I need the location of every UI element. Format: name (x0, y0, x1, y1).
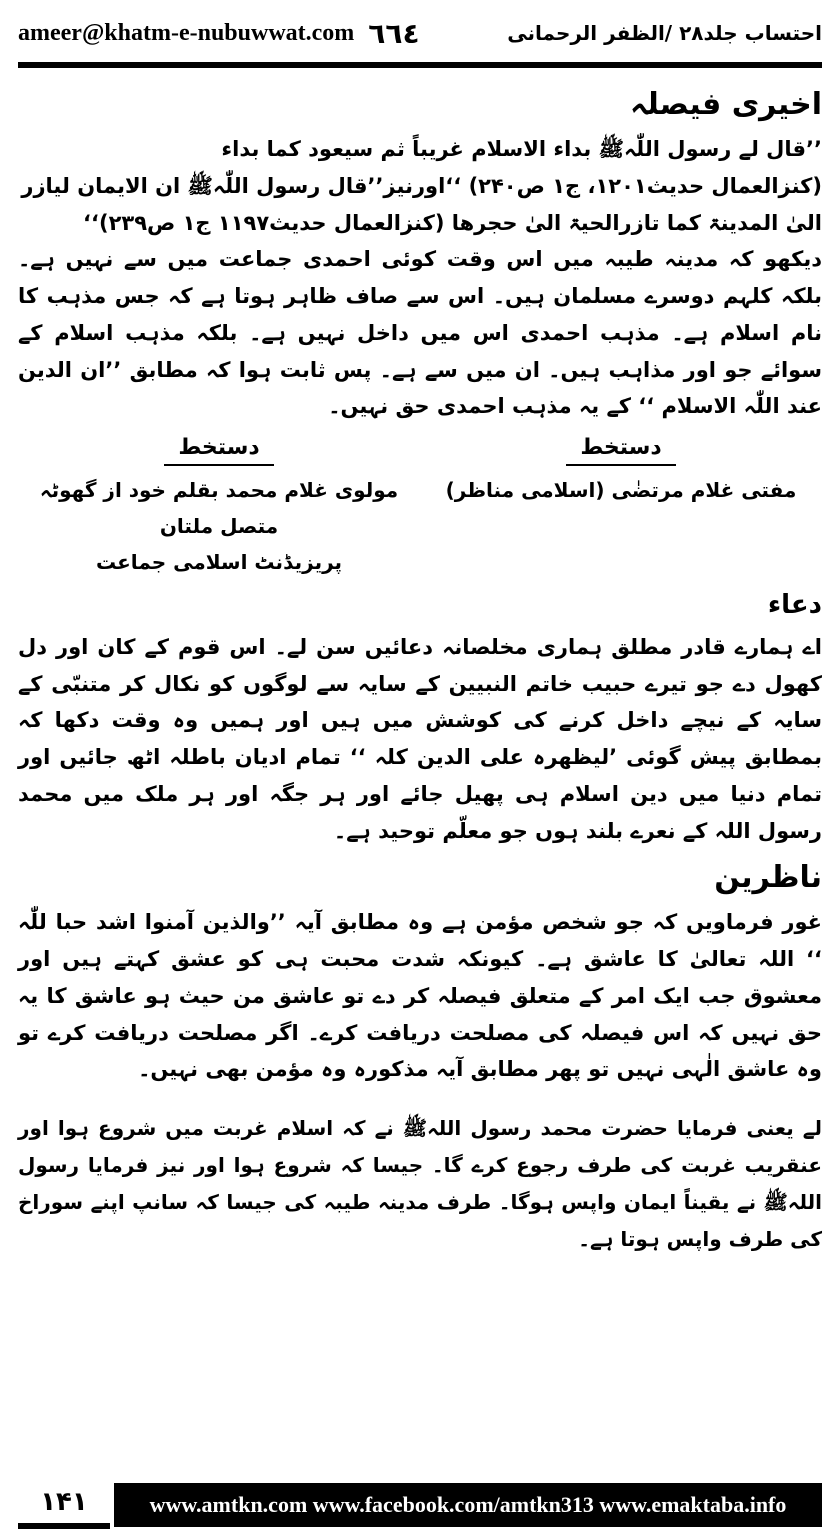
prayer-paragraph: اے ہمارے قادر مطلق ہماری مخلصانہ دعائیں سن لے۔ اس قوم کے کان اور دل کھول دے جو تیرے حبیب خاتم النبیین کے سایہ سے لوگوں کو نکال کر متنبّی کے سایہ کے نیچے داخل کرنے کی کوشش میں ہیں اور ہمیں وہ وقت دکھا کہ بمطابق پیش گوئی ’لیظھرہ علی الدین کلہ ‘‘ تمام ادیان باطلہ اٹھ جائیں اور تمام دنیا میں دین اسلام ہی پھیل جائے اور ہر جگہ اور ہر ملک میں محمد رسول اللہ کے نعرے بلند ہوں جو معلّم توحید ہے۔ (18, 634, 822, 843)
footer-links: www.amtkn.com www.facebook.com/amtkn313 www.emaktaba.info (149, 1492, 787, 1517)
page-content (18, 76, 822, 1460)
footer-page-number: ۱۴۱ (18, 1481, 110, 1529)
header-rule (18, 62, 822, 68)
hadith-quote-line: الیٰ المدینۃ کما تازرالحیۃ الیٰ حجرھا (کنزالعمال حدیث۱۱۹۷ ج۱ ص۲۳۹)‘‘ (83, 210, 822, 235)
section-heading-final-decision: اخیری فیصلہ (629, 87, 822, 122)
hadith-quote-line: (کنزالعمال حدیث۱۲۰۱، ج۱ ص۲۴۰) ‘‘اورنیز’’قال رسول اللّٰہﷺ ان الایمان لیازر (21, 173, 822, 198)
hadith-quote-line: ’’قال لے رسول اللّٰہﷺ بداء الاسلام غریباً ثم سیعود کما بداء (221, 137, 822, 161)
signature-label: دستخط (566, 433, 675, 466)
section-heading-readers: ناظرین (714, 860, 822, 896)
header-page-number: ٦٦٤ (368, 16, 420, 50)
final-decision-paragraph: دیکھو کہ مدینہ طیبہ میں اس وقت کوئی احمدی جماعت میں سے نہیں ہے۔ بلکہ کلہم دوسرے مسلمان ہیں۔ اس سے صاف ظاہر ہوتا ہے کہ جس مذہب کا نام اسلام ہے۔ مذہب احمدی اس میں داخل نہیں ہے۔ بلکہ مذہب اسلام کے سوائے جو اور مذاہب ہیں۔ ان میں سے ہے۔ پس ثابت ہوا کہ مطابق ’’ان الدین عند اللّٰہ الاسلام ‘‘ کے یہ مذہب احمدی حق نہیں۔ (18, 247, 822, 419)
section-heading-prayer: دعاء (767, 589, 822, 620)
page-header (18, 12, 822, 54)
signature-right (436, 433, 806, 580)
header-left (18, 17, 420, 50)
signature-label: دستخط (164, 433, 273, 466)
signature-right-name: مفتی غلام مرتضٰی (اسلامی مناظر) (445, 477, 797, 502)
signature-left (34, 433, 404, 580)
readers-paragraph: غور فرماویں کہ جو شخص مؤمن ہے وہ مطابق آیہ ’’والذین آمنوا اشد حبا للّٰہ ‘‘ اللہ تعالیٰ کا عاشق ہے۔ کیونکہ شدت محبت ہی کو عشق کہتے ہیں اور معشوق جب ایک امر کے متعلق فیصلہ کر دے تو عاشق من حیث ہو عاشق کا یہ حق نہیں کہ اس فیصلہ کی مصلحت دریافت کرے۔ اگر مصلحت دریافت کرے تو وہ عاشق الٰہی نہیں تو پھر مطابق آیہ مذکورہ وہ مؤمن بھی نہیں۔ (18, 910, 822, 1082)
signature-block (18, 433, 822, 580)
footer-links-bar (114, 1483, 822, 1527)
header-book-title: احتساب جلد۲۸ /الظفر الرحمانی (507, 21, 822, 45)
page-footer (18, 1480, 822, 1530)
signature-left-name: مولوی غلام محمد بقلم خود از گھوٹہ متصل ملتان (39, 477, 399, 538)
signature-left-title: پریزیڈنٹ اسلامی جماعت (95, 549, 343, 574)
footnote: لے یعنی فرمایا حضرت محمد رسول اللہﷺ نے کہ اسلام غربت میں شروع ہوا اور عنقریب غربت کی طرف رجوع کرے گا۔ جیسا کہ شروع ہوا اور نیز فرمایا رسول اللہﷺ نے یقیناً ایمان واپس ہوگا۔ طرف مدینہ طیبہ کی جیسا کہ سانپ اپنے سوراخ کی طرف واپس ہوتا ہے۔ (18, 1116, 822, 1252)
header-email: ameer@khatm-e-nubuwwat.com (18, 19, 355, 46)
